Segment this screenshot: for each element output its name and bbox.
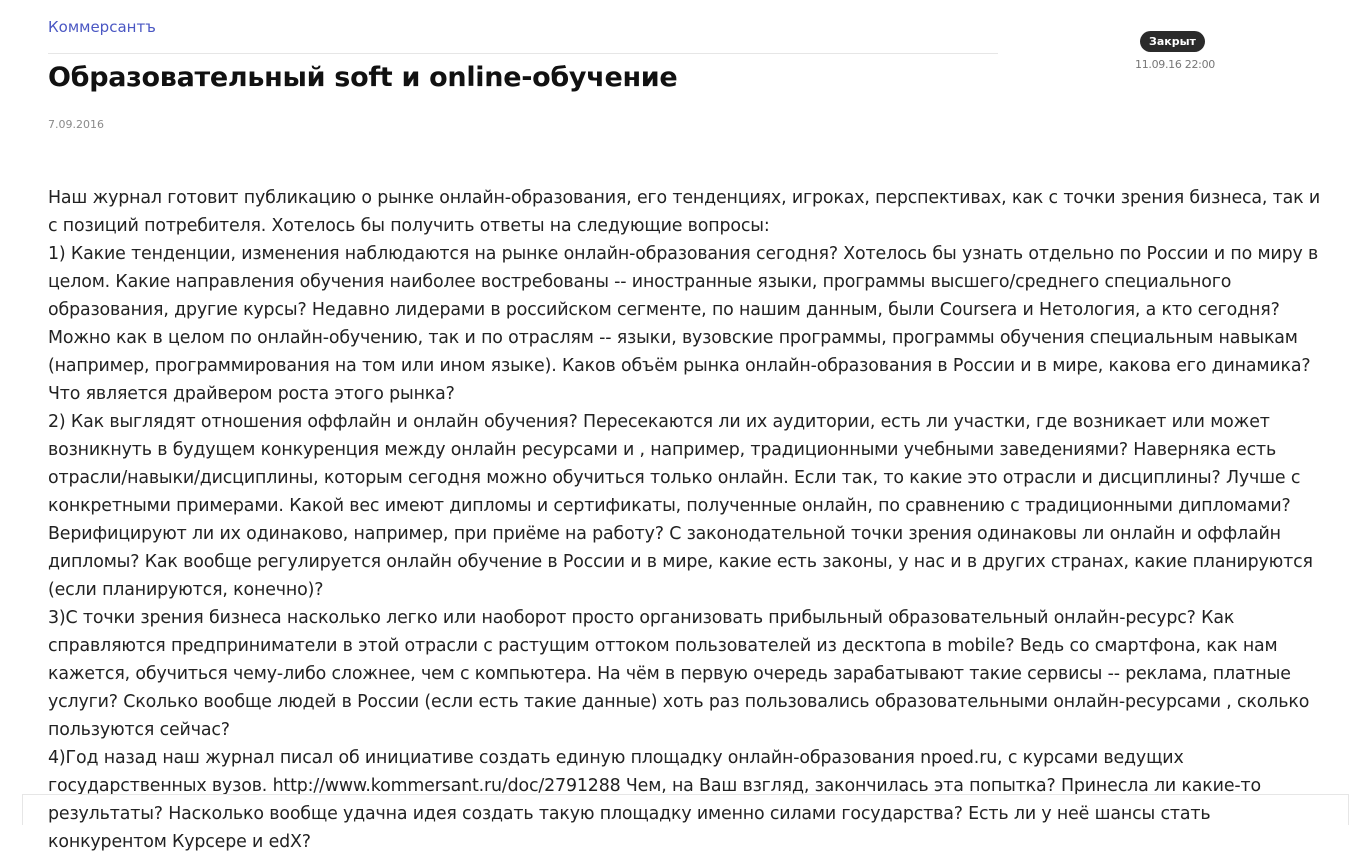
question-4: 4)Год назад наш журнал писал об инициативе создать единую площадку онлайн-образования npoed.ru, с курсами ведущих государственных вузов. http://www.kommersant.ru/doc/2791288 Чем, на Ваш взгляд, закончилась эта попытка? Принесла ли какие-то результаты? Насколько вообще удачна идея создать такую площадку именно силами государства? Есть ли у неё шансы стать конкурентом Курсере и edX? [48, 748, 1261, 852]
source-link[interactable]: Коммерсантъ [48, 18, 156, 36]
question-1: 1) Какие тенденции, изменения наблюдаются на рынке онлайн-образования сегодня? Хотелось бы узнать отдельно по России и по миру в целом. Какие направления обучения наиболее востребованы -- иностранные языки, программы высшего/среднего специального образования, другие курсы? Недавно лидерами в российском сегменте, по нашим данным, были Coursera и Нетология, а кто сегодня? Можно как в целом по онлайн-обучению, так и по отраслям -- языки, вузовские программы, программы обучения специальным навыкам (например, программирования на том или ином языке). Каков объём рынка онлайн-образования в России и в мире, какова его динамика? Что является драйвером роста этого рынка? [48, 244, 1319, 404]
closing-timestamp: 11.09.16 22:00 [1135, 58, 1215, 71]
status-badge: Закрыт [1140, 31, 1205, 52]
response-panel [22, 794, 1349, 825]
page-title: Образовательный soft и online-обучение [48, 62, 678, 93]
intro-paragraph: Наш журнал готовит публикацию о рынке онлайн-образования, его тенденциях, игроках, перспективах, как с точки зрения бизнеса, так и с позиций потребителя. Хотелось бы получить ответы на следующие вопросы: [48, 188, 1321, 236]
article-body [48, 184, 1323, 856]
question-2: 2) Как выглядят отношения оффлайн и онлайн обучения? Пересекаются ли их аудитории, есть ли участки, где возникает или может возникнуть в будущем конкуренция между онлайн ресурсами и , например, традиционными учебными заведениями? Наверняка есть отрасли/навыки/дисциплины, которым сегодня можно обучиться только онлайн. Если так, то какие это отрасли и дисциплины? Лучше с конкретными примерами. Какой вес имеют дипломы и сертификаты, полученные онлайн, по сравнению с традиционными дипломами? Верифицируют ли их одинаково, например, при приёме на работу? С законодательной точки зрения одинаковы ли онлайн и оффлайн дипломы? Как вообще регулируется онлайн обучение в России и в мире, какие есть законы, у нас и в других странах, какие планируются (если планируются, конечно)? [48, 412, 1313, 600]
publication-date: 7.09.2016 [48, 118, 104, 131]
header-divider [48, 53, 998, 54]
question-3: 3)С точки зрения бизнеса насколько легко или наоборот просто организовать прибыльный образовательный онлайн-ресурс? Как справляются предприниматели в этой отрасли с растущим оттоком пользователей из десктопа в mobile? Ведь со смартфона, как нам кажется, обучиться чему-либо сложнее, чем с компьютера. На чём в первую очередь зарабатывают такие сервисы -- реклама, платные услуги? Сколько вообще людей в России (если есть такие данные) хоть раз пользовались образовательными онлайн-ресурсами , сколько пользуются сейчас? [48, 608, 1310, 740]
